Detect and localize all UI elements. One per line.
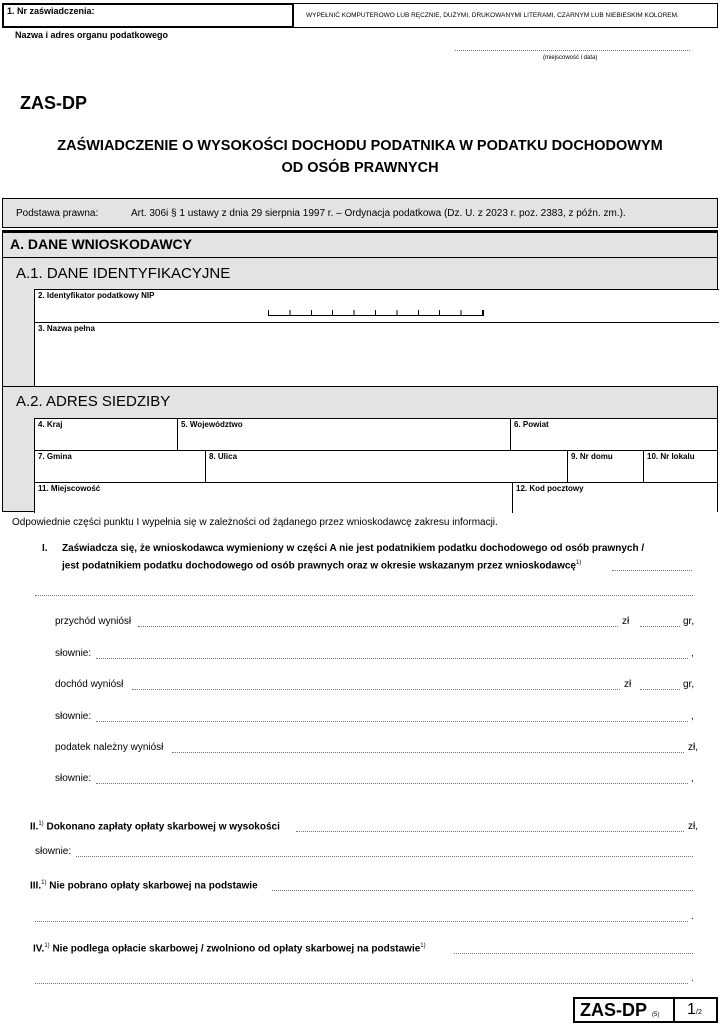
section-a bbox=[2, 230, 718, 512]
section-ii-footnote: 1) bbox=[38, 821, 44, 827]
income-words-comma: , bbox=[691, 711, 694, 722]
place-date-label: (miejscowość i data) bbox=[543, 55, 598, 61]
section-iv-footnote-end: 1) bbox=[420, 943, 426, 949]
section-ii-amount-line[interactable] bbox=[296, 831, 684, 832]
tax-due-label: podatek należny wyniósł bbox=[55, 742, 164, 753]
footer-form-version: (5) bbox=[652, 1012, 660, 1018]
section-a2-border bbox=[3, 386, 717, 387]
section-i-line2-dots[interactable] bbox=[612, 570, 692, 571]
section-i-line3-dots[interactable] bbox=[35, 595, 693, 596]
country-label: 4. Kraj bbox=[38, 420, 63, 429]
certificate-number-field[interactable] bbox=[2, 3, 294, 28]
footer-page-total: /2 bbox=[696, 1009, 702, 1016]
flat-number-field[interactable] bbox=[643, 450, 717, 482]
footer-form-code: ZAS-DP bbox=[580, 1000, 647, 1020]
section-iv-number: IV. bbox=[33, 943, 45, 955]
section-i-number: I. bbox=[42, 543, 48, 554]
section-ii-words-label: słownie: bbox=[35, 846, 72, 857]
tax-due-words-line[interactable] bbox=[96, 783, 688, 784]
legal-basis-box bbox=[2, 198, 718, 228]
footnote-1: 1) bbox=[576, 560, 582, 566]
section-ii bbox=[30, 821, 280, 832]
section-a2-title: A.2. ADRES SIEDZIBY bbox=[16, 393, 171, 410]
revenue-zl: zł bbox=[622, 616, 630, 627]
revenue-words-comma: , bbox=[691, 648, 694, 659]
revenue-words-label: słownie: bbox=[55, 648, 92, 659]
footer-page-number: 1 bbox=[687, 1001, 696, 1018]
section-ii-zl: zł, bbox=[688, 821, 698, 832]
income-label: dochód wyniósł bbox=[55, 679, 124, 690]
section-a1-title: A.1. DANE IDENTYFIKACYJNE bbox=[16, 265, 231, 282]
instruction-box bbox=[293, 3, 718, 28]
nip-digit-boxes bbox=[268, 310, 484, 316]
form-title-line2: OD OSÓB PRAWNYCH bbox=[281, 160, 439, 176]
section-iii-text: Nie pobrano opłaty skarbowej na podstawie bbox=[49, 880, 258, 892]
income-zl-line[interactable] bbox=[132, 689, 620, 690]
legal-basis-text: Art. 306i § 1 ustawy z dnia 29 sierpnia 1997 r. – Ordynacja podatkowa (Dz. U. z 2023 r. poz. 2383, z późn. zm.). bbox=[131, 208, 626, 219]
nip-field[interactable] bbox=[34, 289, 719, 322]
commune-field[interactable] bbox=[34, 450, 205, 482]
section-i-line1: Zaświadcza się, że wnioskodawca wymieniony w części A nie jest podatnikiem podatku dochodowego od osób prawnych / bbox=[62, 543, 645, 554]
section-ii-words-line[interactable] bbox=[76, 856, 693, 857]
income-words-label: słownie: bbox=[55, 711, 92, 722]
section-iv-text: Nie podlega opłacie skarbowej / zwolniono od opłaty skarbowej na podstawie bbox=[52, 943, 421, 955]
house-number-label: 9. Nr domu bbox=[571, 452, 613, 461]
nip-label: 2. Identyfikator podatkowy NIP bbox=[38, 291, 155, 300]
county-label: 6. Powiat bbox=[514, 420, 549, 429]
full-name-label: 3. Nazwa pełna bbox=[38, 324, 95, 333]
section-a-title: A. DANE WNIOSKODAWCY bbox=[10, 236, 192, 252]
street-label: 8. Ulica bbox=[209, 452, 238, 461]
section-iii bbox=[30, 880, 258, 891]
form-code: ZAS-DP bbox=[20, 93, 87, 113]
section-iii-number: III. bbox=[30, 880, 42, 892]
revenue-zl-line[interactable] bbox=[138, 626, 618, 627]
place-date-line[interactable] bbox=[455, 50, 690, 51]
section-iv-footnote: 1) bbox=[44, 943, 50, 949]
postal-code-label: 12. Kod pocztowy bbox=[516, 484, 584, 493]
section-iv bbox=[33, 943, 426, 954]
income-gr: gr, bbox=[683, 679, 695, 690]
section-ii-number: II. bbox=[30, 821, 39, 833]
income-words-line[interactable] bbox=[96, 721, 688, 722]
footer-divider bbox=[673, 999, 675, 1021]
tax-office-label: Nazwa i adres organu podatkowego bbox=[15, 30, 169, 40]
section-i-line2 bbox=[62, 560, 581, 571]
flat-number-label: 10. Nr lokalu bbox=[647, 452, 695, 461]
section-iii-line1[interactable] bbox=[272, 890, 693, 891]
section-iv-period: . bbox=[691, 973, 694, 984]
tax-due-words-comma: , bbox=[691, 773, 694, 784]
postal-code-field[interactable] bbox=[512, 482, 717, 513]
instruction-note: Odpowiednie części punktu I wypełnia się w zależności od żądanego przez wnioskodawcę zakresu informacji. bbox=[12, 517, 498, 528]
form-title-line1: ZAŚWIADCZENIE O WYSOKOŚCI DOCHODU PODATNIKA W PODATKU DOCHODOWYM bbox=[57, 138, 663, 154]
section-iii-footnote: 1) bbox=[41, 880, 47, 886]
house-number-field[interactable] bbox=[567, 450, 643, 482]
voivodeship-field[interactable] bbox=[177, 418, 510, 450]
legal-basis-label: Podstawa prawna: bbox=[16, 208, 99, 219]
section-ii-text: Dokonano zapłaty opłaty skarbowej w wysokości bbox=[46, 821, 280, 833]
footer-form-code-box bbox=[573, 997, 718, 1023]
section-iii-period: . bbox=[691, 911, 694, 922]
income-gr-line[interactable] bbox=[640, 689, 680, 690]
city-field[interactable] bbox=[34, 482, 512, 513]
instruction-text: WYPEŁNIĆ KOMPUTEROWO LUB RĘCZNIE, DUŻYMI, DRUKOWANYMI LITERAMI, CZARNYM LUB NIEBIESKIM KOLOREM. bbox=[306, 12, 679, 19]
county-field[interactable] bbox=[510, 418, 717, 450]
commune-label: 7. Gmina bbox=[38, 452, 72, 461]
city-label: 11. Miejscowość bbox=[38, 484, 101, 493]
voivodeship-label: 5. Województwo bbox=[181, 420, 243, 429]
certificate-number-label: 1. Nr zaświadczenia: bbox=[7, 6, 95, 16]
tax-due-line[interactable] bbox=[172, 752, 684, 753]
income-zl: zł bbox=[624, 679, 632, 690]
section-iii-line2[interactable] bbox=[35, 921, 688, 922]
street-field[interactable] bbox=[205, 450, 567, 482]
revenue-gr-line[interactable] bbox=[640, 626, 680, 627]
section-i-line2-text: jest podatnikiem podatku dochodowego od osób prawnych oraz w okresie wskazanym przez wnioskodawcę bbox=[62, 560, 576, 572]
revenue-gr: gr, bbox=[683, 616, 695, 627]
tax-due-words-label: słownie: bbox=[55, 773, 92, 784]
revenue-label: przychód wyniósł bbox=[55, 616, 132, 627]
full-name-field[interactable] bbox=[34, 322, 719, 386]
section-iv-line1[interactable] bbox=[454, 953, 693, 954]
section-a-divider bbox=[3, 257, 717, 258]
section-iv-line2[interactable] bbox=[35, 983, 688, 984]
revenue-words-line[interactable] bbox=[96, 658, 688, 659]
tax-due-zl: zł, bbox=[688, 742, 698, 753]
country-field[interactable] bbox=[34, 418, 177, 450]
